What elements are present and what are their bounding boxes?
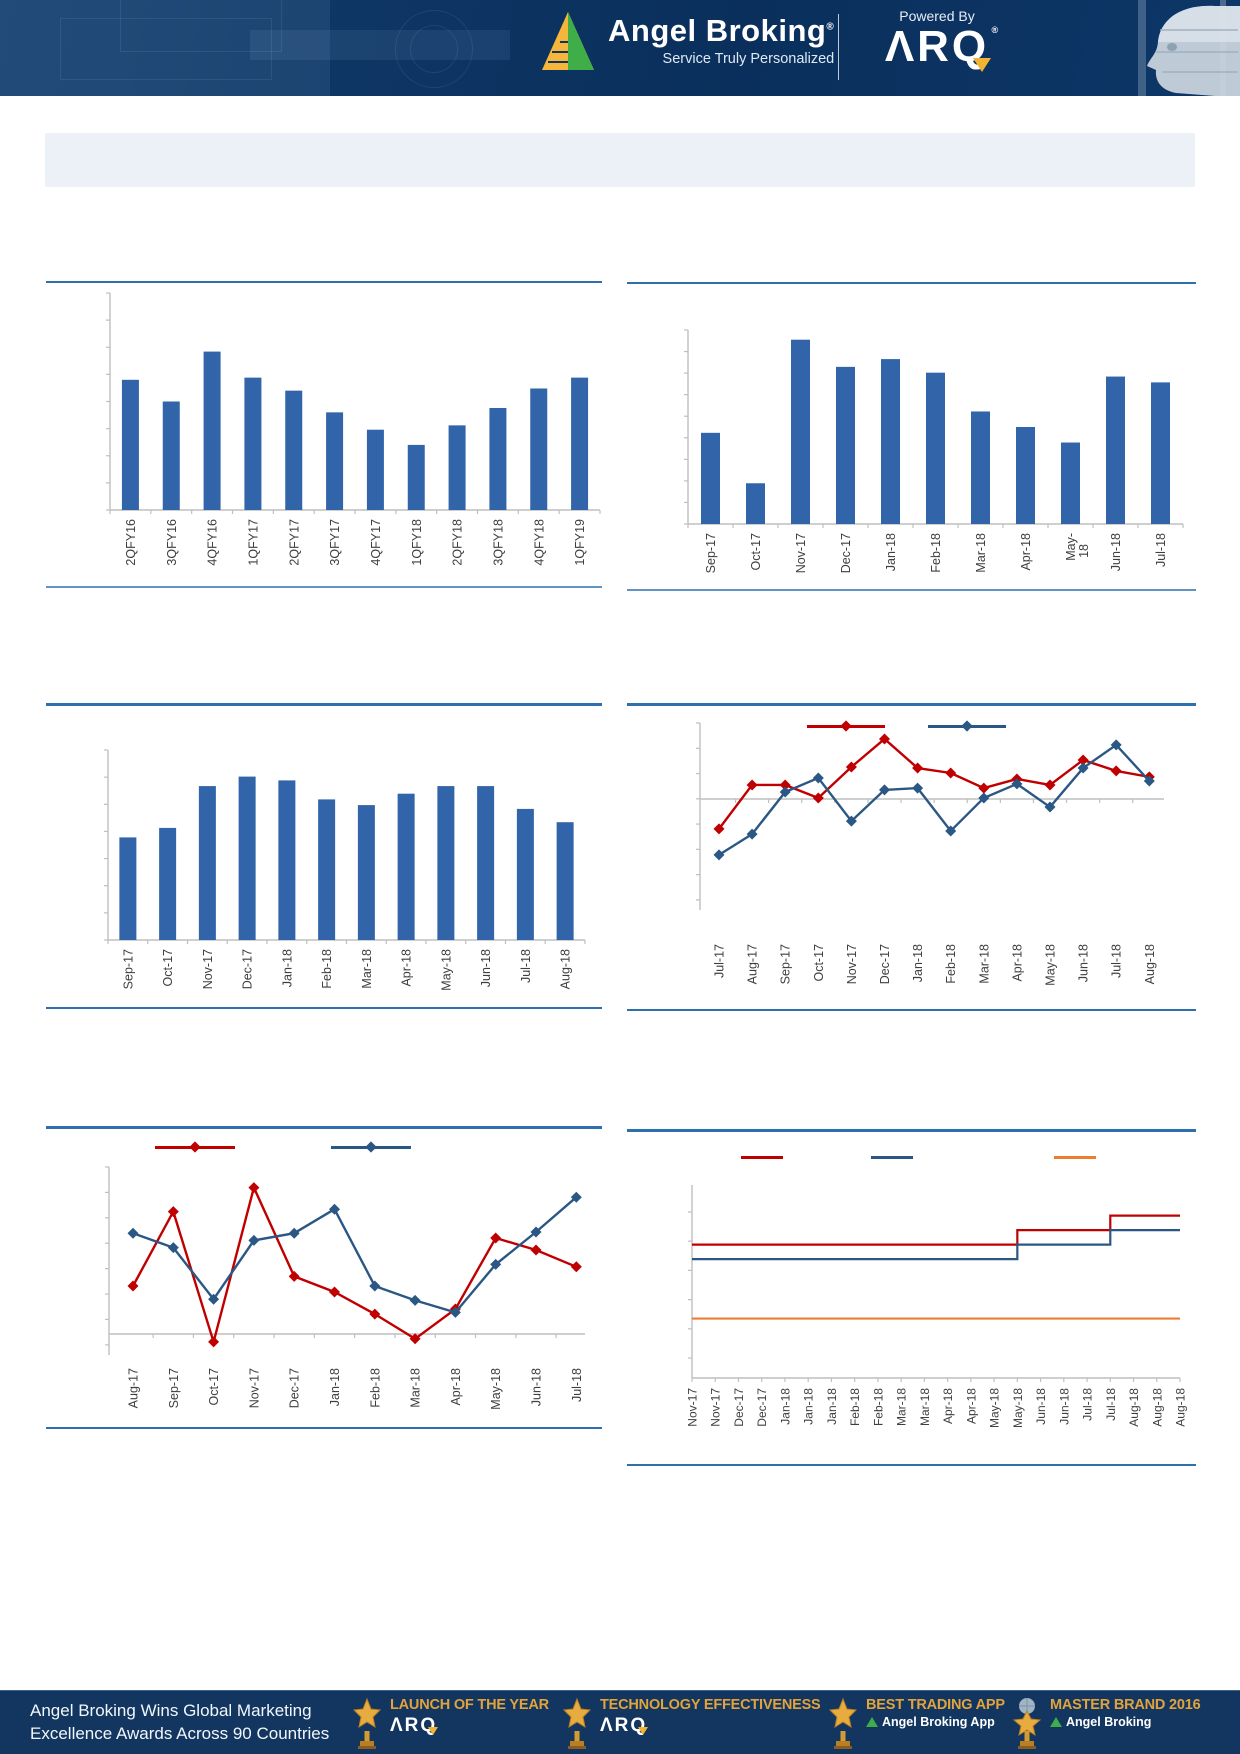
bar-Apr-18 <box>398 794 415 940</box>
registered-mark: ® <box>826 21 835 33</box>
svg-text:May-18: May-18 <box>1043 944 1058 986</box>
legend-blue-series <box>871 1156 913 1159</box>
svg-text:Sep-17: Sep-17 <box>121 949 136 990</box>
svg-text:Feb-18: Feb-18 <box>368 1368 383 1408</box>
svg-text:4QFY18: 4QFY18 <box>532 519 547 566</box>
svg-text:3QFY16: 3QFY16 <box>164 519 179 566</box>
svg-text:Nov-17: Nov-17 <box>247 1368 262 1409</box>
bar-4QFY17 <box>367 430 384 510</box>
glow-decor <box>250 30 510 60</box>
red-diamond-icon <box>840 720 851 731</box>
svg-text:1QFY19: 1QFY19 <box>573 519 588 566</box>
svg-text:Jun-18: Jun-18 <box>479 949 494 988</box>
svg-text:Mar-18: Mar-18 <box>408 1368 423 1408</box>
separator-rule <box>627 1009 1196 1011</box>
bar-Mar-18 <box>358 805 375 940</box>
svg-text:Jul-18: Jul-18 <box>1080 1388 1095 1421</box>
svg-text:Mar-18: Mar-18 <box>917 1388 932 1427</box>
svg-text:Dec-17: Dec-17 <box>839 533 853 574</box>
svg-text:May-18: May-18 <box>439 949 454 991</box>
bar-May-18 <box>437 786 454 940</box>
svg-text:Mar-18: Mar-18 <box>974 533 988 573</box>
svg-text:Nov-17: Nov-17 <box>794 533 808 574</box>
svg-text:Jan-18: Jan-18 <box>884 533 898 572</box>
bar-1QFY17 <box>244 378 261 510</box>
svg-text:Nov-17: Nov-17 <box>200 949 215 990</box>
svg-text:Mar-18: Mar-18 <box>359 949 374 989</box>
svg-text:Aug-17: Aug-17 <box>126 1368 141 1409</box>
svg-text:Apr-18: Apr-18 <box>1019 533 1033 571</box>
trophy-star-icon <box>352 1697 382 1749</box>
svg-text:Mar-18: Mar-18 <box>894 1388 909 1427</box>
svg-text:Jul-18: Jul-18 <box>1109 944 1124 979</box>
svg-text:Feb-18: Feb-18 <box>944 944 959 984</box>
svg-text:May-18: May-18 <box>1010 1388 1025 1429</box>
svg-text:Oct-17: Oct-17 <box>207 1368 222 1406</box>
svg-text:Apr-18: Apr-18 <box>941 1388 956 1425</box>
svg-text:Jun-18: Jun-18 <box>529 1368 544 1407</box>
header-divider <box>838 14 839 80</box>
bar-May-18 <box>1061 443 1080 524</box>
angel-broking-triangle-icon <box>540 10 596 72</box>
bar-Jun-18 <box>1106 377 1125 524</box>
chart-monthly-bars-2 <box>104 750 585 991</box>
bar-2QFY17 <box>285 391 302 510</box>
bar-Sep-17 <box>119 837 136 940</box>
award-badge-2 <box>562 1697 821 1749</box>
svg-text:Dec-17: Dec-17 <box>240 949 255 990</box>
svg-text:Aug-18: Aug-18 <box>1173 1388 1188 1427</box>
svg-text:Dec-17: Dec-17 <box>878 944 892 985</box>
svg-text:Jun-18: Jun-18 <box>1076 944 1091 983</box>
arq-logo <box>862 8 1012 70</box>
bar-1QFY19 <box>571 378 588 510</box>
arq-wordmark: ΛRQ ® <box>884 22 1002 71</box>
bar-4QFY18 <box>530 388 547 510</box>
arq-triangle-icon <box>973 58 991 72</box>
bar-Feb-18 <box>318 799 335 940</box>
svg-text:Jul-17: Jul-17 <box>712 944 727 979</box>
svg-text:Sep-17: Sep-17 <box>778 944 793 985</box>
svg-text:Jan-18: Jan-18 <box>280 949 295 988</box>
svg-text:3QFY18: 3QFY18 <box>491 519 506 566</box>
svg-text:Dec-17: Dec-17 <box>755 1388 770 1427</box>
svg-text:Jan-18: Jan-18 <box>824 1388 839 1425</box>
footer-awards-banner <box>0 1690 1240 1754</box>
separator-rule <box>46 281 602 283</box>
legend-blue-series <box>331 1141 411 1153</box>
svg-text:4QFY16: 4QFY16 <box>205 519 220 566</box>
svg-text:Sep-17: Sep-17 <box>166 1368 181 1409</box>
svg-text:Jun-18: Jun-18 <box>1034 1388 1049 1425</box>
registered-mark: ® <box>991 25 1002 35</box>
legend-red-series <box>155 1141 235 1153</box>
blue-diamond-icon <box>961 720 972 731</box>
svg-text:1QFY17: 1QFY17 <box>246 519 261 566</box>
svg-text:Apr-18: Apr-18 <box>399 949 414 987</box>
angel-triangle-icon <box>1050 1717 1062 1727</box>
bar-Jul-18 <box>1151 382 1170 524</box>
svg-text:Jun-18: Jun-18 <box>1109 533 1123 572</box>
svg-text:Oct-17: Oct-17 <box>811 944 826 982</box>
svg-text:Aug-18: Aug-18 <box>1142 944 1157 985</box>
bar-2QFY18 <box>449 425 466 510</box>
svg-text:Aug-17: Aug-17 <box>745 944 760 985</box>
footer-headline: Angel Broking Wins Global Marketing Excellence Awards Across 90 Countries <box>30 1701 330 1744</box>
svg-text:Aug-18: Aug-18 <box>558 949 573 990</box>
award-badge-4 <box>1012 1697 1201 1749</box>
svg-text:Feb-18: Feb-18 <box>871 1388 886 1427</box>
award-subtitle: Angel Broking App <box>866 1716 1005 1729</box>
svg-text:Jan-18: Jan-18 <box>778 1388 793 1425</box>
trophy-globe-icon <box>1012 1697 1042 1749</box>
chart-step-lines <box>686 1185 1188 1428</box>
legend-red-series <box>807 720 885 732</box>
angel-triangle-icon <box>866 1717 878 1727</box>
svg-text:Mar-18: Mar-18 <box>977 944 992 984</box>
robot-head-image <box>1120 0 1240 96</box>
arq-triangle-icon <box>428 1727 438 1735</box>
bar-3QFY18 <box>489 408 506 510</box>
award-subtitle: Angel Broking <box>1050 1716 1201 1729</box>
trophy-star-icon <box>562 1697 592 1749</box>
brand-tagline: Service Truly Personalized <box>662 51 835 67</box>
powered-by-label: Powered By <box>899 8 975 24</box>
svg-text:2QFY16: 2QFY16 <box>123 519 138 566</box>
svg-text:May-18: May-18 <box>987 1388 1002 1429</box>
svg-text:Aug-18: Aug-18 <box>1127 1388 1142 1427</box>
separator-rule <box>46 1007 602 1009</box>
svg-text:Jun-18: Jun-18 <box>1057 1388 1072 1425</box>
svg-text:Oct-17: Oct-17 <box>161 949 176 987</box>
bar-1QFY18 <box>408 445 425 510</box>
separator-rule <box>627 703 1196 706</box>
separator-rule <box>46 586 602 588</box>
svg-text:1QFY18: 1QFY18 <box>409 519 424 566</box>
bar-Oct-17 <box>159 828 176 940</box>
bar-Feb-18 <box>926 373 945 524</box>
bar-Nov-17 <box>791 340 810 524</box>
bar-Sep-17 <box>701 433 720 524</box>
bar-3QFY17 <box>326 412 343 510</box>
svg-text:Feb-18: Feb-18 <box>929 533 943 573</box>
arq-triangle-icon <box>638 1727 648 1735</box>
svg-text:Apr-18: Apr-18 <box>448 1368 463 1406</box>
award-subtitle: ΛRQ <box>390 1715 438 1736</box>
separator-rule <box>46 1126 602 1129</box>
svg-text:Jan-18: Jan-18 <box>328 1368 342 1407</box>
chart-dual-line-2 <box>105 1167 585 1410</box>
bar-Apr-18 <box>1016 427 1035 524</box>
svg-text:Jan-18: Jan-18 <box>801 1388 816 1425</box>
svg-text:Jul-18: Jul-18 <box>1154 533 1168 568</box>
separator-rule <box>627 1464 1196 1466</box>
bar-Nov-17 <box>199 786 216 940</box>
svg-text:May-: May- <box>1064 533 1078 561</box>
blue-diamond-icon <box>365 1141 376 1152</box>
separator-rule <box>627 282 1196 284</box>
red-diamond-icon <box>189 1141 200 1152</box>
svg-text:Jul-18: Jul-18 <box>1103 1388 1118 1421</box>
award-title: MASTER BRAND 2016 <box>1050 1697 1201 1713</box>
chart-quarterly-bars <box>106 293 600 566</box>
svg-text:2QFY18: 2QFY18 <box>450 519 465 566</box>
report-title-bar <box>45 133 1195 187</box>
svg-text:2QFY17: 2QFY17 <box>287 519 302 566</box>
svg-text:Nov-17: Nov-17 <box>708 1388 723 1427</box>
chart-dual-line-1 <box>696 723 1164 986</box>
bar-4QFY16 <box>204 352 221 510</box>
bar-3QFY16 <box>163 402 180 511</box>
svg-text:Dec-17: Dec-17 <box>731 1388 746 1427</box>
separator-rule <box>46 703 602 706</box>
award-title: BEST TRADING APP <box>866 1697 1005 1713</box>
angel-broking-logo <box>540 10 834 72</box>
svg-text:Dec-17: Dec-17 <box>287 1368 302 1409</box>
bar-2QFY16 <box>122 380 139 510</box>
svg-text:Apr-18: Apr-18 <box>964 1388 979 1425</box>
svg-text:Apr-18: Apr-18 <box>1010 944 1025 982</box>
svg-text:Nov-17: Nov-17 <box>685 1388 700 1427</box>
svg-text:Jul-18: Jul-18 <box>518 949 533 984</box>
bar-Dec-17 <box>239 777 256 940</box>
svg-text:Jul-18: Jul-18 <box>569 1368 584 1403</box>
award-badge-1 <box>352 1697 549 1749</box>
separator-rule <box>627 589 1196 591</box>
award-badge-3 <box>828 1697 1005 1749</box>
svg-text:Feb-18: Feb-18 <box>848 1388 863 1427</box>
svg-text:4QFY17: 4QFY17 <box>368 519 383 566</box>
bar-Jun-18 <box>477 786 494 940</box>
svg-text:Aug-18: Aug-18 <box>1150 1388 1165 1427</box>
svg-text:Feb-18: Feb-18 <box>320 949 335 989</box>
legend-blue-series <box>928 720 1006 732</box>
bar-Oct-17 <box>746 483 765 524</box>
award-title: LAUNCH OF THE YEAR <box>390 1697 549 1713</box>
svg-text:Jan-18: Jan-18 <box>911 944 926 983</box>
svg-text:Sep-17: Sep-17 <box>704 533 718 574</box>
legend-orange-series <box>1054 1156 1096 1159</box>
separator-rule <box>627 1129 1196 1132</box>
award-subtitle: ΛRQ <box>600 1715 648 1736</box>
svg-text:3QFY17: 3QFY17 <box>328 519 343 566</box>
bar-Aug-18 <box>557 822 574 940</box>
svg-text:Nov-17: Nov-17 <box>844 944 859 985</box>
brand-name: Angel Broking® <box>608 13 835 48</box>
award-title: TECHNOLOGY EFFECTIVENESS <box>600 1697 821 1713</box>
bar-Jan-18 <box>278 780 295 940</box>
svg-text:May-18: May-18 <box>489 1368 504 1410</box>
chart-monthly-bars-1 <box>684 330 1183 573</box>
bar-Jul-18 <box>517 809 534 940</box>
bar-Dec-17 <box>836 367 855 524</box>
trophy-star-icon <box>828 1697 858 1749</box>
separator-rule <box>46 1427 602 1429</box>
legend-red-series <box>741 1156 783 1159</box>
bar-Jan-18 <box>881 359 900 524</box>
svg-text:Oct-17: Oct-17 <box>749 533 763 571</box>
bar-Mar-18 <box>971 411 990 524</box>
svg-text:18: 18 <box>1077 544 1091 558</box>
header-banner <box>0 0 1240 96</box>
